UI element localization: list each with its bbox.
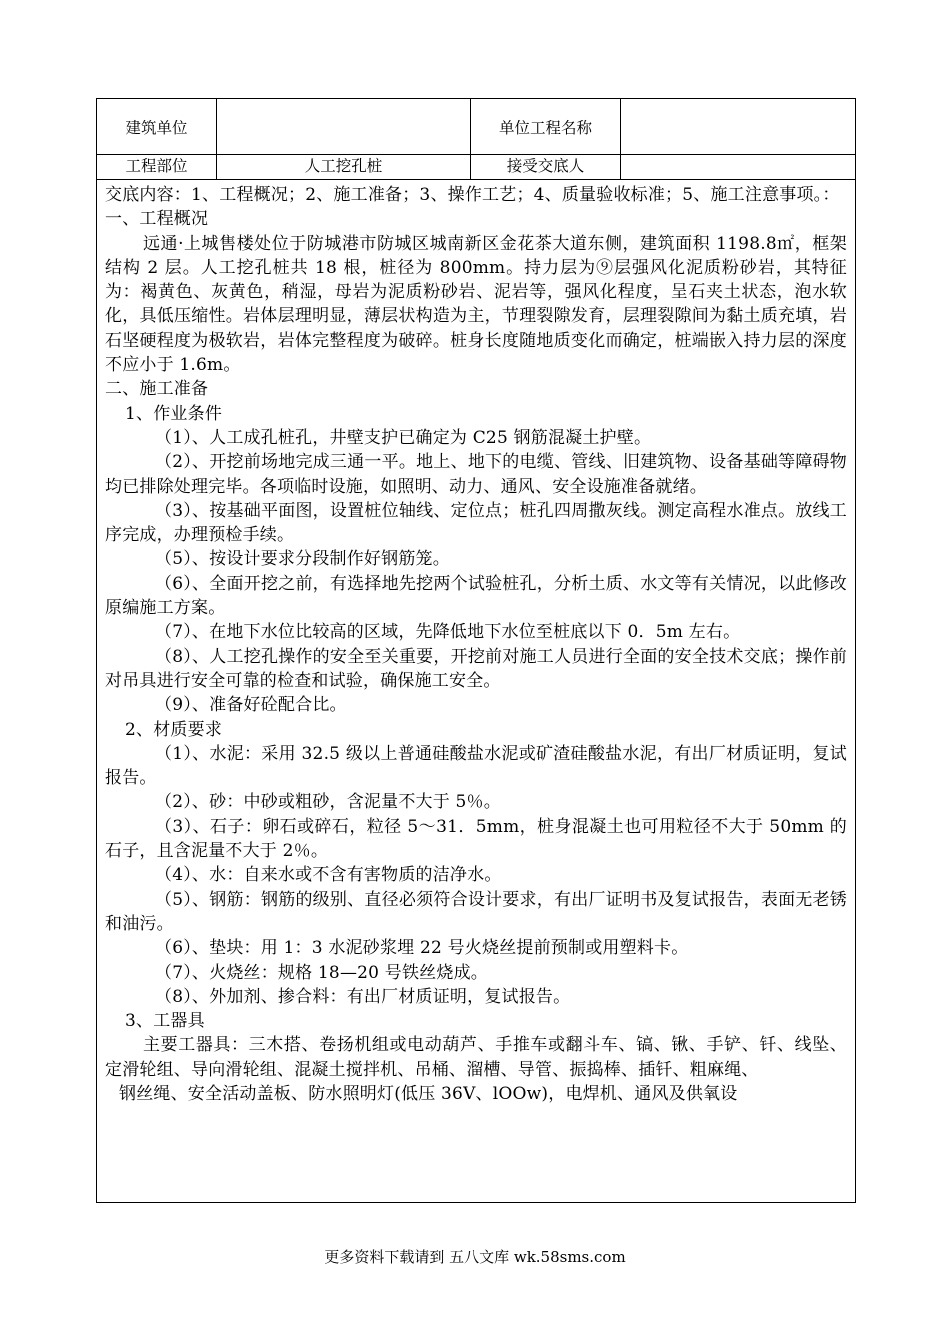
condition-item: （5）、按设计要求分段制作好钢筋笼。 bbox=[155, 549, 450, 570]
section-1-title: 一、工程概况 bbox=[105, 209, 209, 230]
unit-label: 建筑单位 bbox=[97, 99, 217, 155]
condition-item: （1）、人工成孔桩孔，井壁支护已确定为 C25 钢筋混凝土护壁。 bbox=[155, 427, 652, 448]
condition-item: （7）、在地下水位比较高的区域，先降低地下水位至桩底以下 0．5m 左右。 bbox=[155, 622, 741, 643]
tools-text-continued: 钢丝绳、安全活动盖板、防水照明灯(低压 36V、lOOw)，电焊机、通风及供氧设 bbox=[119, 1083, 738, 1104]
material-item: （2）、砂：中砂或粗砂，含泥量不大于 5％。 bbox=[155, 792, 501, 813]
material-item: （3）、石子：卵石或碎石，粒径 5～31．5mm，桩身混凝土也可用粒径不大于 50mm 的石子，且含泥量不大于 2％。 bbox=[105, 816, 847, 862]
condition-item: （8）、人工挖孔操作的安全至关重要，开挖前对施工人员进行全面的安全技术交底；操作前对吊具进行安全可靠的检查和试验，确保施工安全。 bbox=[105, 646, 847, 691]
material-item: （7）、火烧丝：规格 18—20 号铁丝烧成。 bbox=[155, 962, 488, 983]
material-item: （6）、垫块：用 1：3 水泥砂浆埋 22 号火烧丝提前预制或用塑料卡。 bbox=[155, 938, 689, 959]
material-item: （5）、钢筋：钢筋的级别、直径必须符合设计要求，有出厂证明书及复试报告，表面无老锈和油污。 bbox=[105, 889, 847, 934]
disclosure-table bbox=[96, 98, 856, 1203]
section-2-title: 二、施工准备 bbox=[105, 379, 209, 400]
project-name-label: 单位工程名称 bbox=[471, 99, 621, 155]
material-item: （8）、外加剂、掺合料：有出厂材质证明，复试报告。 bbox=[155, 986, 571, 1007]
part-value: 人工挖孔桩 bbox=[217, 155, 471, 180]
condition-item: （3）、按基础平面图，设置桩位轴线、定位点；桩孔四周撒灰线。测定高程水准点。放线工序完成，办理预检手续。 bbox=[105, 500, 847, 546]
material-item: （1）、水泥：采用 32.5 级以上普通硅酸盐水泥或矿渣硅酸盐水泥，有出厂材质证明，复试报告。 bbox=[105, 743, 847, 789]
section-2-3-title: 3、工器具 bbox=[125, 1011, 205, 1032]
receiver-label: 接受交底人 bbox=[471, 155, 621, 180]
intro-text: 交底内容：1、工程概况；2、施工准备；3、操作工艺；4、质量验收标准；5、施工注意事项。： bbox=[105, 185, 840, 205]
section-2-1-title: 1、作业条件 bbox=[125, 403, 223, 424]
part-label: 工程部位 bbox=[97, 155, 217, 180]
condition-item: （9）、准备好砼配合比。 bbox=[155, 695, 347, 716]
section-2-2-title: 2、材质要求 bbox=[125, 719, 223, 740]
condition-item: （2）、开挖前场地完成三通一平。地上、地下的电缆、管线、旧建筑物、设备基础等障碍物均已排除处理完毕。各项临时设施，如照明、动力、通风、安全设施准备就绪。 bbox=[105, 452, 847, 497]
material-item: （4）、水：自来水或不含有害物质的洁净水。 bbox=[155, 865, 502, 886]
unit-value bbox=[217, 99, 471, 155]
condition-item: （6）、全面开挖之前，有选择地先挖两个试验桩孔，分析土质、水文等有关情况，以此修改原编施工方案。 bbox=[105, 573, 847, 619]
footer-text: 更多资料下载请到 五八文库 wk.58sms.com bbox=[324, 1248, 626, 1266]
section-1-text: 远通·上城售楼处位于防城港市防城区城南新区金花茶大道东侧，建筑面积 1198.8㎡，框架结构 2 层。人工挖孔桩共 18 根，桩径为 800mm。持力层为⑨层强风化泥质粉砂岩，其特征为：褐黄色、灰黄色，稍湿，母岩为泥质粉砂岩、泥岩等，强风化程度，呈石夹土状态，泡水软化，具低压缩性。岩体层理明显，薄层状构造为主，节理裂隙发育，层理裂隙间为黏土质充填，岩石坚硬程度为极软岩，岩体完整程度为破碎。桩身长度随地质变化而确定，桩端嵌入持力层的深度不应小于 1.6m。 bbox=[105, 233, 847, 376]
tools-text: 主要工器具：三木搭、卷扬机组或电动葫芦、手推车或翻斗车、镐、锹、手铲、钎、线坠、定滑轮组、导向滑轮组、混凝土搅拌机、吊桶、溜槽、导管、振捣棒、插钎、粗麻绳、 bbox=[105, 1035, 847, 1080]
content-cell bbox=[97, 180, 856, 1203]
receiver-value bbox=[621, 155, 856, 180]
project-name-value bbox=[621, 99, 856, 155]
